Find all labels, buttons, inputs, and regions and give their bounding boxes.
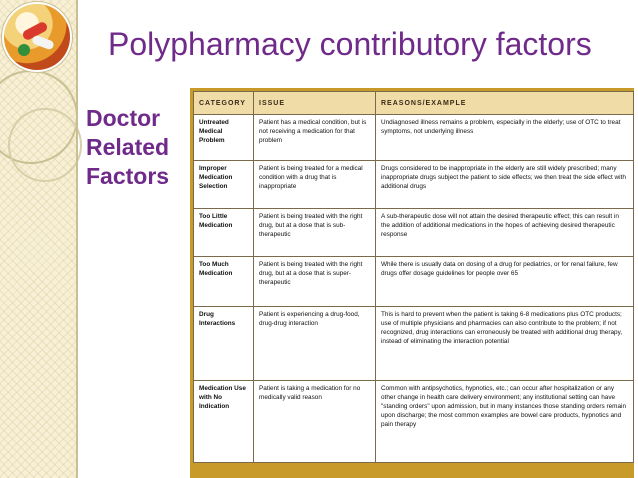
side-label (86, 104, 169, 191)
reason-cell: A sub-therapeutic dose will not attain the desired therapeutic effect; this can result in the addition of additional medications in the hopes of achieving desired therapeutic response (376, 209, 634, 257)
reason-cell: Drugs considered to be inappropriate in the elderly are still widely prescribed; many inappropriate drugs subject the patient to side effects; we then treat the side effect with additional drugs (376, 161, 634, 209)
side-label-line: Related (86, 134, 170, 160)
factors-table (193, 91, 634, 463)
category-cell: Drug Interactions (194, 307, 254, 381)
reason-cell: While there is usually data on dosing of a drug for pediatrics, or for renal failure, few drugs offer dosage guidelines for people over 65 (376, 257, 634, 307)
issue-cell: Patient has a medical condition, but is not receiving a medication for that problem (254, 115, 376, 161)
pill-icon (18, 44, 30, 56)
category-cell: Untreated Medical Problem (194, 115, 254, 161)
issue-cell: Patient is being treated with the right drug, but at a dose that is super-therapeutic (254, 257, 376, 307)
table-row (194, 257, 634, 307)
factors-table-frame (190, 88, 634, 478)
table-row (194, 161, 634, 209)
slide-title: Polypharmacy contributory factors (108, 26, 592, 62)
category-cell: Too Much Medication (194, 257, 254, 307)
sidebar-divider (76, 0, 78, 478)
table-row (194, 381, 634, 463)
side-label-line: Factors (86, 163, 170, 189)
issue-cell: Patient is being treated with the right drug, but at a dose that is sub-therapeutic (254, 209, 376, 257)
table-header-row (194, 92, 634, 115)
table-row (194, 115, 634, 161)
table-row (194, 209, 634, 257)
side-label-line: Doctor (86, 105, 161, 131)
decorative-ring (8, 108, 82, 182)
reason-cell: Common with antipsychotics, hypnotics, etc.; can occur after hospitalization or any other change in health care delivery environment; any institutional setting can have "standing orders" upon admission, but in many instances those standing orders remain upon discharge; the most common examples are bowel care products, hypnotics and pain therapy (376, 381, 634, 463)
header-reasons: REASONS/EXAMPLE (376, 92, 634, 115)
category-cell: Improper Medication Selection (194, 161, 254, 209)
header-issue: ISSUE (254, 92, 376, 115)
pills-logo-icon (4, 4, 70, 70)
category-cell: Medication Use with No Indication (194, 381, 254, 463)
pill-icon (31, 35, 55, 51)
header-category: CATEGORY (194, 92, 254, 115)
issue-cell: Patient is being treated for a medical condition with a drug that is inappropriate (254, 161, 376, 209)
issue-cell: Patient is taking a medication for no medically valid reason (254, 381, 376, 463)
table-row (194, 307, 634, 381)
reason-cell: Undiagnosed illness remains a problem, especially in the elderly; use of OTC to treat symptoms, not underlying illness (376, 115, 634, 161)
reason-cell: This is hard to prevent when the patient is taking 6-8 medications plus OTC products; use of multiple physicians and pharmacies can also contribute to the problem; if not recognized, drug interactions can erroneously be treated with additional drug therapy, instead of eliminating the interaction potential (376, 307, 634, 381)
category-cell: Too Little Medication (194, 209, 254, 257)
issue-cell: Patient is experiencing a drug-food, drug-drug interaction (254, 307, 376, 381)
